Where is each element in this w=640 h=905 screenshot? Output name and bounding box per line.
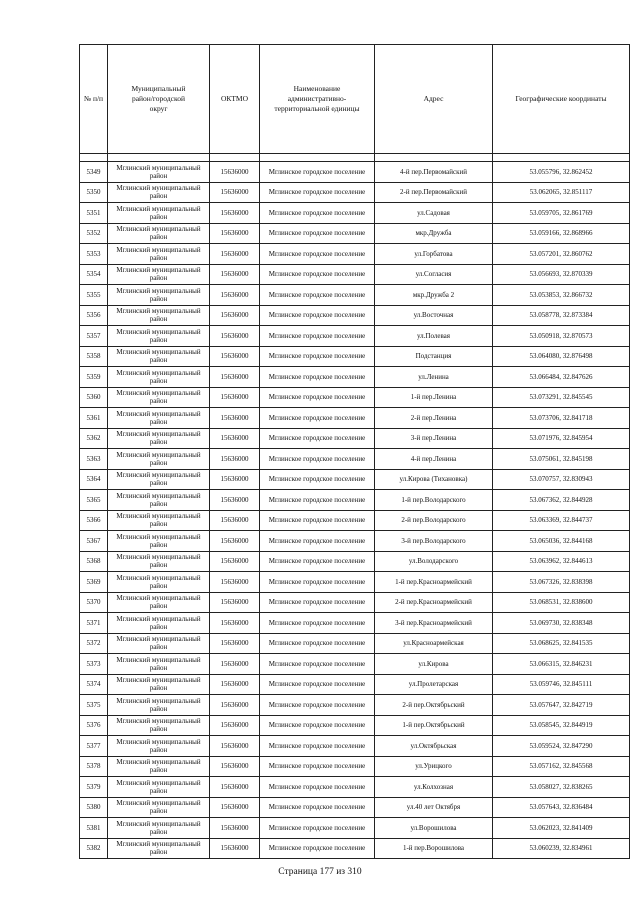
row-number-cell: 5376 [80, 715, 108, 736]
table-row [80, 223, 630, 244]
row-number-cell: 5358 [80, 346, 108, 367]
coords-cell: 53.057643, 32.836484 [493, 797, 630, 818]
table-row [80, 797, 630, 818]
coords-cell: 53.060239, 32.834961 [493, 838, 630, 859]
row-number-cell: 5375 [80, 695, 108, 716]
municipality-cell: Мглинский муниципальный район [108, 818, 210, 839]
row-number-cell: 5378 [80, 756, 108, 777]
table-row [80, 387, 630, 408]
oktmo-cell: 15636000 [210, 674, 260, 695]
address-cell: ул.Колхозная [375, 777, 493, 798]
oktmo-cell: 15636000 [210, 797, 260, 818]
row-number-cell: 5382 [80, 838, 108, 859]
municipality-cell: Мглинский муниципальный район [108, 367, 210, 388]
coords-cell: 53.068531, 32.838600 [493, 592, 630, 613]
row-number-cell: 5359 [80, 367, 108, 388]
table-row [80, 592, 630, 613]
oktmo-cell: 15636000 [210, 510, 260, 531]
municipality-cell: Мглинский муниципальный район [108, 736, 210, 757]
header-oktmo: ОКТМО [210, 45, 260, 154]
table-row [80, 182, 630, 203]
address-cell: 1-й пер.Ленина [375, 387, 493, 408]
table-row [80, 162, 630, 183]
admin-unit-cell: Мглинское городское поселение [260, 203, 375, 224]
table-header [80, 45, 630, 154]
oktmo-cell: 15636000 [210, 777, 260, 798]
row-number-cell: 5361 [80, 408, 108, 429]
table-row [80, 572, 630, 593]
coords-cell: 53.067326, 32.838398 [493, 572, 630, 593]
row-number-cell: 5355 [80, 285, 108, 306]
admin-unit-cell: Мглинское городское поселение [260, 551, 375, 572]
oktmo-cell: 15636000 [210, 223, 260, 244]
oktmo-cell: 15636000 [210, 264, 260, 285]
oktmo-cell: 15636000 [210, 346, 260, 367]
address-cell: ул.Пролетарская [375, 674, 493, 695]
admin-unit-cell: Мглинское городское поселение [260, 285, 375, 306]
oktmo-cell: 15636000 [210, 695, 260, 716]
admin-unit-cell: Мглинское городское поселение [260, 715, 375, 736]
table-row [80, 838, 630, 859]
municipality-cell: Мглинский муниципальный район [108, 305, 210, 326]
coords-cell: 53.059705, 32.861769 [493, 203, 630, 224]
address-cell: 1-й пер.Володарского [375, 490, 493, 511]
admin-unit-cell: Мглинское городское поселение [260, 387, 375, 408]
table-row [80, 449, 630, 470]
coords-cell: 53.075061, 32.845198 [493, 449, 630, 470]
address-cell: ул.Согласия [375, 264, 493, 285]
row-number-cell: 5371 [80, 613, 108, 634]
table-row [80, 469, 630, 490]
oktmo-cell: 15636000 [210, 490, 260, 511]
admin-unit-cell: Мглинское городское поселение [260, 469, 375, 490]
address-cell: ул.Кирова [375, 654, 493, 675]
header-municipality: Муниципальный район/городской округ [108, 45, 210, 154]
coords-cell: 53.057201, 32.860762 [493, 244, 630, 265]
admin-unit-cell: Мглинское городское поселение [260, 510, 375, 531]
oktmo-cell: 15636000 [210, 633, 260, 654]
table-row [80, 674, 630, 695]
oktmo-cell: 15636000 [210, 408, 260, 429]
table-row [80, 510, 630, 531]
municipality-cell: Мглинский муниципальный район [108, 162, 210, 183]
address-cell: 1-й пер.Ворошилова [375, 838, 493, 859]
table-row [80, 736, 630, 757]
address-cell: 1-й пер.Октябрьский [375, 715, 493, 736]
municipality-cell: Мглинский муниципальный район [108, 531, 210, 552]
coords-cell: 53.069730, 32.838348 [493, 613, 630, 634]
row-number-cell: 5354 [80, 264, 108, 285]
municipality-cell: Мглинский муниципальный район [108, 285, 210, 306]
coords-cell: 53.062065, 32.851117 [493, 182, 630, 203]
coords-cell: 53.057647, 32.842719 [493, 695, 630, 716]
row-number-cell: 5352 [80, 223, 108, 244]
row-number-cell: 5379 [80, 777, 108, 798]
address-cell: ул.Октябрьская [375, 736, 493, 757]
table-row [80, 367, 630, 388]
admin-unit-cell: Мглинское городское поселение [260, 838, 375, 859]
admin-unit-cell: Мглинское городское поселение [260, 326, 375, 347]
admin-unit-cell: Мглинское городское поселение [260, 531, 375, 552]
address-cell: ул.Красноармейская [375, 633, 493, 654]
address-cell: 3-й пер.Красноармейский [375, 613, 493, 634]
coords-cell: 53.070757, 32.830943 [493, 469, 630, 490]
coords-cell: 53.067362, 32.844928 [493, 490, 630, 511]
address-cell: 3-й пер.Володарского [375, 531, 493, 552]
admin-unit-cell: Мглинское городское поселение [260, 490, 375, 511]
admin-unit-cell: Мглинское городское поселение [260, 428, 375, 449]
municipality-cell: Мглинский муниципальный район [108, 572, 210, 593]
table-row [80, 264, 630, 285]
table-row [80, 346, 630, 367]
oktmo-cell: 15636000 [210, 531, 260, 552]
row-number-cell: 5366 [80, 510, 108, 531]
page-number: Страница 177 из 310 [278, 867, 362, 877]
table-row [80, 777, 630, 798]
table-body [80, 154, 630, 859]
table-row [80, 428, 630, 449]
coords-cell: 53.056693, 32.870339 [493, 264, 630, 285]
row-number-cell: 5377 [80, 736, 108, 757]
row-number-cell: 5369 [80, 572, 108, 593]
table-row [80, 633, 630, 654]
admin-unit-cell: Мглинское городское поселение [260, 264, 375, 285]
admin-unit-cell: Мглинское городское поселение [260, 633, 375, 654]
oktmo-cell: 15636000 [210, 572, 260, 593]
header-num: № п/п [80, 45, 108, 154]
address-cell: мкр.Дружба [375, 223, 493, 244]
coords-cell: 53.073291, 32.845545 [493, 387, 630, 408]
row-number-cell: 5372 [80, 633, 108, 654]
row-number-cell: 5363 [80, 449, 108, 470]
municipality-cell: Мглинский муниципальный район [108, 674, 210, 695]
oktmo-cell: 15636000 [210, 203, 260, 224]
municipality-cell: Мглинский муниципальный район [108, 633, 210, 654]
oktmo-cell: 15636000 [210, 838, 260, 859]
address-cell: 3-й пер.Ленина [375, 428, 493, 449]
spacer-cell [108, 154, 210, 162]
row-number-cell: 5367 [80, 531, 108, 552]
municipality-cell: Мглинский муниципальный район [108, 244, 210, 265]
address-cell: ул.Ворошилова [375, 818, 493, 839]
spacer-cell [375, 154, 493, 162]
coords-cell: 53.059746, 32.845111 [493, 674, 630, 695]
admin-unit-cell: Мглинское городское поселение [260, 818, 375, 839]
table-row [80, 551, 630, 572]
address-cell: ул.40 лет Октября [375, 797, 493, 818]
coords-cell: 53.064080, 32.876498 [493, 346, 630, 367]
municipality-cell: Мглинский муниципальный район [108, 469, 210, 490]
municipality-cell: Мглинский муниципальный район [108, 797, 210, 818]
coords-cell: 53.055796, 32.862452 [493, 162, 630, 183]
oktmo-cell: 15636000 [210, 449, 260, 470]
address-cell: ул.Садовая [375, 203, 493, 224]
oktmo-cell: 15636000 [210, 428, 260, 449]
coords-cell: 53.071976, 32.845954 [493, 428, 630, 449]
oktmo-cell: 15636000 [210, 756, 260, 777]
row-number-cell: 5364 [80, 469, 108, 490]
coords-cell: 53.057162, 32.845568 [493, 756, 630, 777]
row-number-cell: 5373 [80, 654, 108, 675]
municipality-cell: Мглинский муниципальный район [108, 777, 210, 798]
admin-unit-cell: Мглинское городское поселение [260, 674, 375, 695]
spacer-cell [80, 154, 108, 162]
row-number-cell: 5349 [80, 162, 108, 183]
municipality-cell: Мглинский муниципальный район [108, 551, 210, 572]
coords-cell: 53.065036, 32.844168 [493, 531, 630, 552]
address-cell: ул.Кирова (Тихановка) [375, 469, 493, 490]
oktmo-cell: 15636000 [210, 654, 260, 675]
admin-unit-cell: Мглинское городское поселение [260, 182, 375, 203]
row-number-cell: 5357 [80, 326, 108, 347]
coords-cell: 53.068625, 32.841535 [493, 633, 630, 654]
row-number-cell: 5374 [80, 674, 108, 695]
municipality-cell: Мглинский муниципальный район [108, 715, 210, 736]
address-cell: 2-й пер.Красноармейский [375, 592, 493, 613]
admin-unit-cell: Мглинское городское поселение [260, 756, 375, 777]
oktmo-cell: 15636000 [210, 592, 260, 613]
row-number-cell: 5351 [80, 203, 108, 224]
oktmo-cell: 15636000 [210, 715, 260, 736]
oktmo-cell: 15636000 [210, 387, 260, 408]
header-spacer-row [80, 154, 630, 162]
municipality-cell: Мглинский муниципальный район [108, 449, 210, 470]
coords-cell: 53.063962, 32.844613 [493, 551, 630, 572]
coords-cell: 53.059524, 32.847290 [493, 736, 630, 757]
table-row [80, 654, 630, 675]
municipality-cell: Мглинский муниципальный район [108, 326, 210, 347]
oktmo-cell: 15636000 [210, 736, 260, 757]
municipality-cell: Мглинский муниципальный район [108, 695, 210, 716]
header-address: Адрес [375, 45, 493, 154]
spacer-cell [210, 154, 260, 162]
header-admin-unit: Наименование административно-территориальной единицы [260, 45, 375, 154]
address-cell: ул.Полевая [375, 326, 493, 347]
address-cell: ул.Володарского [375, 551, 493, 572]
municipality-cell: Мглинский муниципальный район [108, 654, 210, 675]
municipality-cell: Мглинский муниципальный район [108, 346, 210, 367]
admin-unit-cell: Мглинское городское поселение [260, 162, 375, 183]
admin-unit-cell: Мглинское городское поселение [260, 695, 375, 716]
row-number-cell: 5360 [80, 387, 108, 408]
spacer-cell [260, 154, 375, 162]
row-number-cell: 5356 [80, 305, 108, 326]
address-cell: ул.Урицкого [375, 756, 493, 777]
address-cell: Подстанция [375, 346, 493, 367]
row-number-cell: 5350 [80, 182, 108, 203]
admin-unit-cell: Мглинское городское поселение [260, 736, 375, 757]
row-number-cell: 5370 [80, 592, 108, 613]
table-row [80, 818, 630, 839]
oktmo-cell: 15636000 [210, 244, 260, 265]
row-number-cell: 5381 [80, 818, 108, 839]
municipality-cell: Мглинский муниципальный район [108, 613, 210, 634]
oktmo-cell: 15636000 [210, 326, 260, 347]
municipality-cell: Мглинский муниципальный район [108, 510, 210, 531]
admin-unit-cell: Мглинское городское поселение [260, 449, 375, 470]
admin-unit-cell: Мглинское городское поселение [260, 244, 375, 265]
coords-cell: 53.066315, 32.846231 [493, 654, 630, 675]
admin-unit-cell: Мглинское городское поселение [260, 592, 375, 613]
municipality-cell: Мглинский муниципальный район [108, 428, 210, 449]
address-cell: ул.Ленина [375, 367, 493, 388]
coords-cell: 53.063369, 32.844737 [493, 510, 630, 531]
row-number-cell: 5365 [80, 490, 108, 511]
table-row [80, 490, 630, 511]
table-row [80, 244, 630, 265]
table-row [80, 408, 630, 429]
admin-unit-cell: Мглинское городское поселение [260, 305, 375, 326]
admin-unit-cell: Мглинское городское поселение [260, 613, 375, 634]
municipality-cell: Мглинский муниципальный район [108, 264, 210, 285]
row-number-cell: 5353 [80, 244, 108, 265]
address-cell: ул.Восточная [375, 305, 493, 326]
coords-cell: 53.059166, 32.868966 [493, 223, 630, 244]
coords-cell: 53.073706, 32.841718 [493, 408, 630, 429]
row-number-cell: 5380 [80, 797, 108, 818]
table-row [80, 695, 630, 716]
coords-cell: 53.058778, 32.873384 [493, 305, 630, 326]
coords-cell: 53.053853, 32.866732 [493, 285, 630, 306]
municipality-cell: Мглинский муниципальный район [108, 182, 210, 203]
admin-unit-cell: Мглинское городское поселение [260, 654, 375, 675]
address-cell: 2-й пер.Володарского [375, 510, 493, 531]
oktmo-cell: 15636000 [210, 285, 260, 306]
coords-cell: 53.062023, 32.841409 [493, 818, 630, 839]
address-cell: 2-й пер.Первомайский [375, 182, 493, 203]
table-row [80, 613, 630, 634]
oktmo-cell: 15636000 [210, 305, 260, 326]
coords-cell: 53.066484, 32.847626 [493, 367, 630, 388]
oktmo-cell: 15636000 [210, 182, 260, 203]
row-number-cell: 5362 [80, 428, 108, 449]
admin-unit-cell: Мглинское городское поселение [260, 408, 375, 429]
admin-unit-cell: Мглинское городское поселение [260, 777, 375, 798]
oktmo-cell: 15636000 [210, 367, 260, 388]
address-cell: 1-й пер.Красноармейский [375, 572, 493, 593]
table-row [80, 305, 630, 326]
municipality-cell: Мглинский муниципальный район [108, 838, 210, 859]
admin-unit-cell: Мглинское городское поселение [260, 367, 375, 388]
municipality-cell: Мглинский муниципальный район [108, 592, 210, 613]
data-table [79, 44, 630, 859]
municipality-cell: Мглинский муниципальный район [108, 203, 210, 224]
oktmo-cell: 15636000 [210, 469, 260, 490]
spacer-cell [493, 154, 630, 162]
address-cell: 4-й пер.Первомайский [375, 162, 493, 183]
address-cell: 4-й пер.Ленина [375, 449, 493, 470]
row-number-cell: 5368 [80, 551, 108, 572]
table-row [80, 715, 630, 736]
address-cell: мкр.Дружба 2 [375, 285, 493, 306]
coords-cell: 53.058545, 32.844919 [493, 715, 630, 736]
coords-cell: 53.058027, 32.838265 [493, 777, 630, 798]
table-row [80, 531, 630, 552]
municipality-cell: Мглинский муниципальный район [108, 387, 210, 408]
coords-cell: 53.050918, 32.870573 [493, 326, 630, 347]
admin-unit-cell: Мглинское городское поселение [260, 346, 375, 367]
table-row [80, 756, 630, 777]
admin-unit-cell: Мглинское городское поселение [260, 797, 375, 818]
table-row [80, 203, 630, 224]
table-row [80, 326, 630, 347]
address-cell: ул.Горбатова [375, 244, 493, 265]
oktmo-cell: 15636000 [210, 551, 260, 572]
header-coords: Географические координаты [493, 45, 630, 154]
admin-unit-cell: Мглинское городское поселение [260, 223, 375, 244]
oktmo-cell: 15636000 [210, 613, 260, 634]
oktmo-cell: 15636000 [210, 818, 260, 839]
municipality-cell: Мглинский муниципальный район [108, 223, 210, 244]
address-cell: 2-й пер.Ленина [375, 408, 493, 429]
municipality-cell: Мглинский муниципальный район [108, 490, 210, 511]
table-row [80, 285, 630, 306]
municipality-cell: Мглинский муниципальный район [108, 756, 210, 777]
admin-unit-cell: Мглинское городское поселение [260, 572, 375, 593]
oktmo-cell: 15636000 [210, 162, 260, 183]
municipality-cell: Мглинский муниципальный район [108, 408, 210, 429]
address-cell: 2-й пер.Октябрьский [375, 695, 493, 716]
